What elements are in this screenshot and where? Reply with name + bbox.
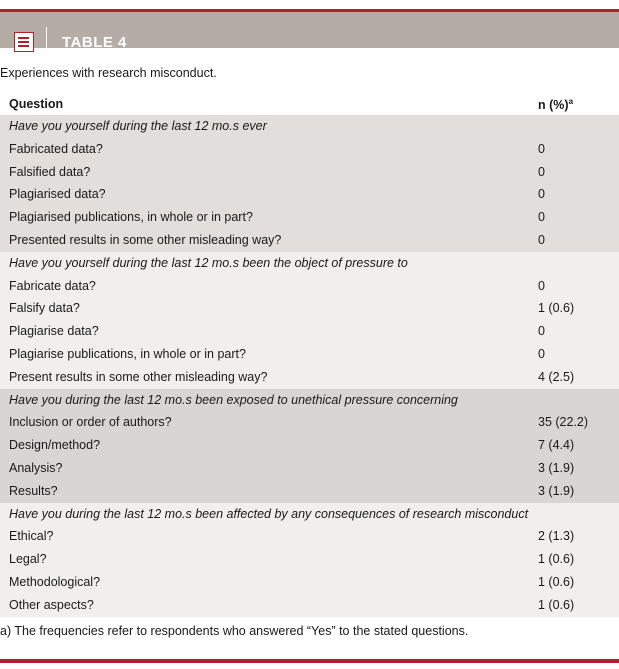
table-row <box>0 161 619 184</box>
table-row <box>0 434 619 457</box>
table-row <box>0 183 619 206</box>
question-cell: Other aspects? <box>9 597 94 612</box>
question-cell: Plagiarise publications, in whole or in part? <box>9 346 246 361</box>
table-row <box>0 571 619 594</box>
table-row <box>0 138 619 161</box>
section-header-row <box>0 115 619 138</box>
question-cell: Ethical? <box>9 529 54 544</box>
section-title: Have you during the last 12 mo.s been exposed to unethical pressure concerning <box>9 392 458 407</box>
table-row <box>0 480 619 503</box>
section-header-row <box>0 252 619 275</box>
n-cell: 1 (0.6) <box>538 552 575 567</box>
question-cell: Analysis? <box>9 460 63 475</box>
n-cell: 4 (2.5) <box>538 369 575 384</box>
question-cell: Presented results in some other misleading way? <box>9 232 282 247</box>
n-cell: 1 (0.6) <box>538 301 575 316</box>
question-cell: Fabricated data? <box>9 141 103 156</box>
header-divider <box>46 27 47 57</box>
section-title: Have you yourself during the last 12 mo.s been the object of pressure to <box>9 255 408 270</box>
n-cell: 0 <box>538 232 545 247</box>
n-cell: 1 (0.6) <box>538 597 575 612</box>
n-cell: 0 <box>538 278 545 293</box>
n-cell: 7 (4.4) <box>538 438 575 453</box>
column-header-row <box>0 93 619 115</box>
table-caption: Experiences with research misconduct. <box>0 66 217 80</box>
n-cell: 0 <box>538 346 545 361</box>
table-row <box>0 343 619 366</box>
question-cell: Falsified data? <box>9 164 91 179</box>
table-row <box>0 320 619 343</box>
question-cell: Falsify data? <box>9 301 80 316</box>
question-cell: Inclusion or order of authors? <box>9 415 172 430</box>
question-cell: Methodological? <box>9 574 101 589</box>
question-cell: Fabricate data? <box>9 278 96 293</box>
n-cell: 35 (22.2) <box>538 415 589 430</box>
n-cell: 0 <box>538 187 545 202</box>
table-icon <box>14 32 34 52</box>
question-cell: Legal? <box>9 552 47 567</box>
table-header-bar <box>0 12 619 51</box>
n-cell: 2 (1.3) <box>538 529 575 544</box>
question-cell: Plagiarised publications, in whole or in part? <box>9 210 253 225</box>
question-cell: Design/method? <box>9 438 101 453</box>
section-title: Have you during the last 12 mo.s been affected by any consequences of research misconduct <box>9 506 529 521</box>
section-header-row <box>0 503 619 526</box>
column-header-n: n (%)$^a$ <box>538 97 574 113</box>
table-footnote: a) The frequencies refer to respondents who answered “Yes” to the stated questions. <box>0 624 469 638</box>
table-row <box>0 594 619 617</box>
table-label: TABLE 4 <box>62 34 127 51</box>
section-title: Have you yourself during the last 12 mo.s ever <box>9 119 267 133</box>
table-row <box>0 548 619 571</box>
section-header-row <box>0 389 619 412</box>
question-cell: Results? <box>9 483 58 498</box>
question-cell: Present results in some other misleading way? <box>9 369 268 384</box>
question-cell: Plagiarise data? <box>9 324 99 339</box>
bottom-accent-rule <box>0 659 619 663</box>
n-cell: 0 <box>538 164 545 179</box>
table-row <box>0 206 619 229</box>
n-cell: 1 (0.6) <box>538 574 575 589</box>
n-cell: 0 <box>538 324 545 339</box>
table-row <box>0 411 619 434</box>
column-header-question: Question <box>9 97 64 111</box>
n-cell: 0 <box>538 141 545 156</box>
n-cell: 3 (1.9) <box>538 460 575 475</box>
table-row <box>0 297 619 320</box>
table-row <box>0 525 619 548</box>
question-cell: Plagiarised data? <box>9 187 106 202</box>
table-row <box>0 229 619 252</box>
table-row <box>0 366 619 389</box>
table-body <box>0 115 619 617</box>
n-cell: 0 <box>538 210 545 225</box>
n-cell: 3 (1.9) <box>538 483 575 498</box>
table-row <box>0 457 619 480</box>
table-row <box>0 275 619 298</box>
